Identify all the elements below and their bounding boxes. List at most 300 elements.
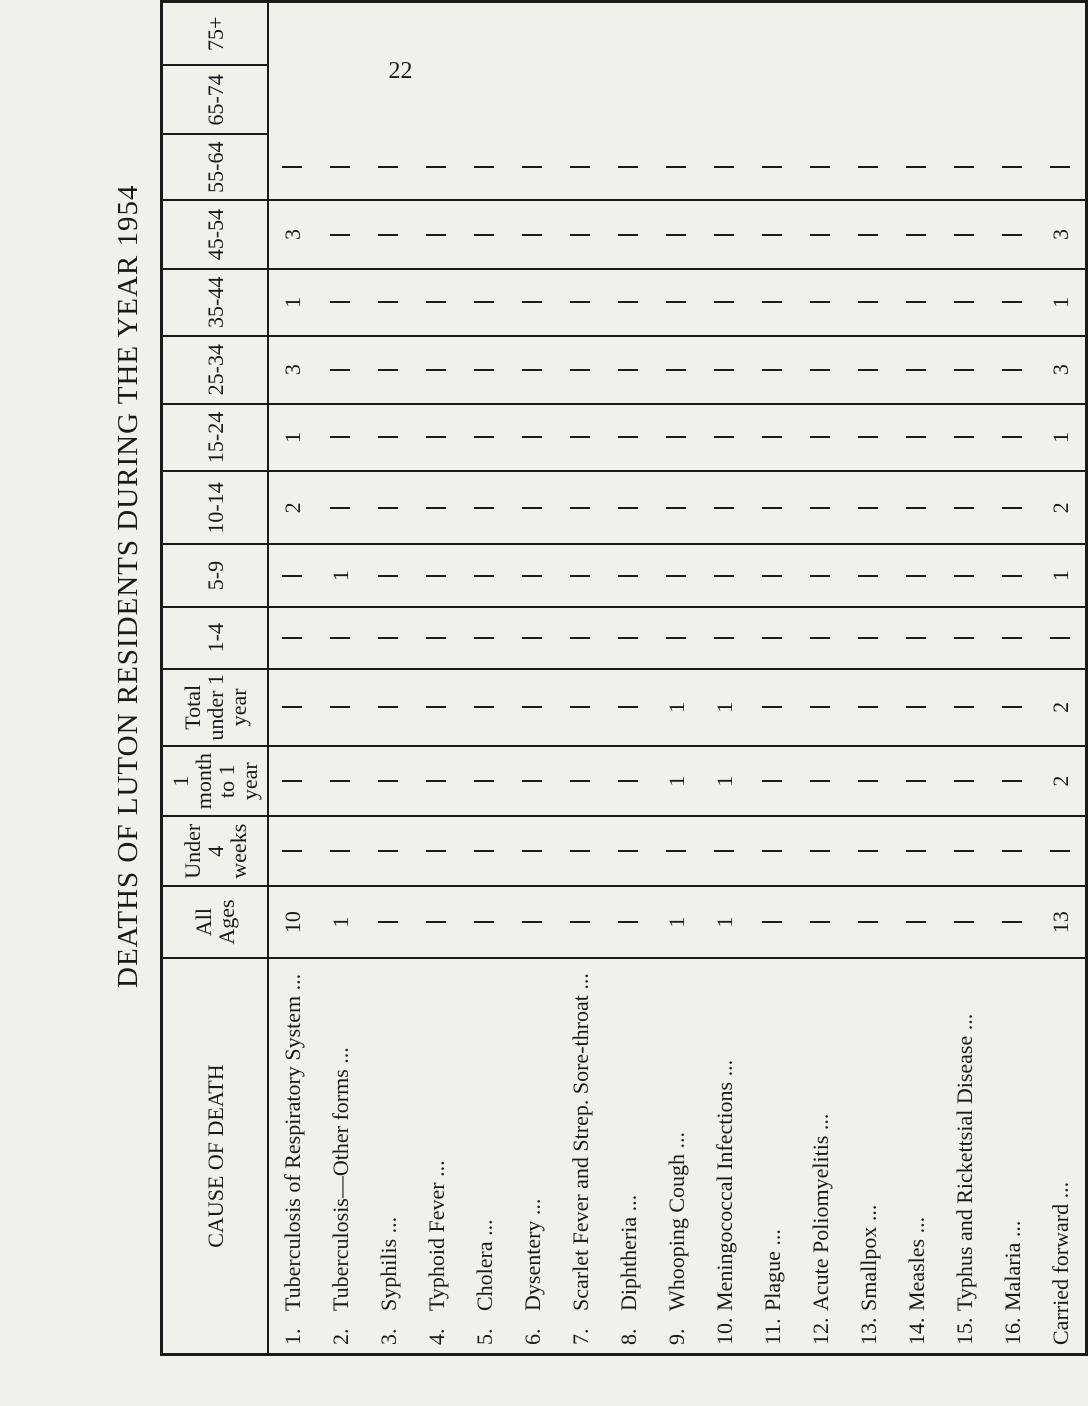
value-cell [317, 471, 365, 544]
value-cell [797, 200, 845, 269]
dash-mark [714, 369, 734, 371]
value-cell [317, 816, 365, 886]
value-cell [365, 669, 413, 746]
cause-number: 1. [280, 1328, 305, 1345]
value-cell [509, 134, 557, 200]
dash-mark [618, 706, 638, 708]
dash-mark [426, 301, 446, 303]
dash-mark [954, 507, 974, 509]
value-cell: 1 [1037, 404, 1087, 472]
value-cell [557, 746, 605, 817]
header-under-4-weeks: Under 4 weeks [162, 816, 269, 886]
value-cell: 1 [701, 886, 749, 958]
value-cell [605, 404, 653, 472]
cause-label: Typhoid Fever ... [424, 1160, 449, 1311]
dash-mark [810, 637, 830, 639]
value-cell [845, 886, 893, 958]
value-cell [461, 544, 509, 606]
dash-mark [618, 921, 638, 923]
dash-mark [762, 780, 782, 782]
dash-mark [906, 166, 926, 168]
dash-mark [954, 575, 974, 577]
dash-mark [810, 780, 830, 782]
dash-mark [282, 575, 302, 577]
value-cell [605, 134, 653, 200]
value-cell [797, 471, 845, 544]
value-cell [893, 607, 941, 669]
carried-forward-row [1037, 2, 1087, 1355]
dash-mark [378, 234, 398, 236]
value-cell [268, 816, 317, 886]
value-cell [557, 886, 605, 958]
value-cell [701, 200, 749, 269]
table-row [365, 2, 413, 1355]
value-cell [317, 746, 365, 817]
dash-mark [474, 369, 494, 371]
cause-label: Malaria ... [1000, 1220, 1025, 1311]
cause-number: 4. [424, 1328, 449, 1345]
dash-mark [330, 301, 350, 303]
header-row [162, 2, 269, 1355]
dash-mark [570, 575, 590, 577]
value-cell [701, 404, 749, 472]
dash-mark [858, 301, 878, 303]
dash-mark [618, 507, 638, 509]
mortality-table [160, 0, 1088, 1356]
value-cell [365, 404, 413, 472]
dash-mark [522, 850, 542, 852]
value-cell [845, 544, 893, 606]
dash-mark [714, 850, 734, 852]
value-cell [989, 607, 1037, 669]
value-cell [1037, 607, 1087, 669]
dash-mark [810, 301, 830, 303]
table-row [749, 2, 797, 1355]
value-cell [845, 471, 893, 544]
dash-mark [1002, 301, 1022, 303]
dash-mark [762, 234, 782, 236]
dash-mark [522, 507, 542, 509]
dash-mark [954, 301, 974, 303]
value-cell [797, 269, 845, 336]
value-cell [509, 607, 557, 669]
dash-mark [1002, 436, 1022, 438]
dash-mark [954, 234, 974, 236]
dash-mark [666, 234, 686, 236]
dash-mark [378, 166, 398, 168]
dash-mark [474, 575, 494, 577]
dash-mark [330, 706, 350, 708]
dash-mark [666, 637, 686, 639]
dash-mark [570, 166, 590, 168]
value-cell [557, 200, 605, 269]
value-cell [413, 746, 461, 817]
dash-mark [474, 780, 494, 782]
dash-mark [570, 850, 590, 852]
cause-number: 13. [856, 1317, 881, 1345]
dash-mark [474, 166, 494, 168]
value-cell [317, 134, 365, 200]
value-cell [653, 816, 701, 886]
value-cell [653, 134, 701, 200]
value-cell [605, 886, 653, 958]
value-cell [509, 746, 557, 817]
value-cell [413, 669, 461, 746]
cause-label: Diphtheria ... [616, 1194, 641, 1311]
value-cell [557, 404, 605, 472]
value-cell [268, 134, 317, 200]
cause-number: 15. [952, 1317, 977, 1345]
dash-mark [474, 436, 494, 438]
value-cell [749, 669, 797, 746]
dash-mark [1002, 706, 1022, 708]
value-cell [605, 816, 653, 886]
table-row [461, 2, 509, 1355]
value-cell [845, 269, 893, 336]
value-cell [941, 200, 989, 269]
dash-mark [1050, 166, 1070, 168]
value-cell [461, 471, 509, 544]
value-cell [893, 669, 941, 746]
dash-mark [858, 850, 878, 852]
cause-cell [509, 958, 557, 1354]
value-cell [941, 269, 989, 336]
dash-mark [522, 575, 542, 577]
cause-cell [557, 958, 605, 1354]
dash-mark [858, 436, 878, 438]
cause-number: 11. [760, 1318, 785, 1345]
cause-label: Measles ... [904, 1216, 929, 1311]
value-cell [509, 269, 557, 336]
header-age-10-14: 10-14 [162, 471, 269, 544]
value-cell [941, 746, 989, 817]
value-cell [845, 607, 893, 669]
table-row [317, 2, 365, 1355]
value-cell: 1 [653, 669, 701, 746]
value-cell [557, 669, 605, 746]
dash-mark [618, 436, 638, 438]
dash-mark [426, 706, 446, 708]
header-cause: CAUSE OF DEATH [162, 958, 269, 1354]
cause-label: Plague ... [760, 1229, 785, 1311]
value-cell [413, 544, 461, 606]
dash-mark [666, 166, 686, 168]
value-cell [509, 669, 557, 746]
cause-label: Dysentery ... [520, 1198, 545, 1311]
cause-label: Syphilis ... [376, 1216, 401, 1311]
value-cell [797, 134, 845, 200]
dash-mark [714, 507, 734, 509]
value-cell [845, 669, 893, 746]
value-cell: 3 [268, 200, 317, 269]
value-cell: 1 [317, 544, 365, 606]
cause-label: Tuberculosis of Respiratory System ... [280, 973, 305, 1311]
cause-label: Carried forward ... [1048, 1181, 1073, 1345]
dash-mark [954, 706, 974, 708]
value-cell [365, 886, 413, 958]
value-cell [365, 607, 413, 669]
report-title: DEATHS OF LUTON RESIDENTS DURING THE YEAR 1954 [112, 184, 144, 988]
value-cell [941, 336, 989, 404]
header-age-65-74: 65-74 [162, 66, 269, 135]
dash-mark [1002, 234, 1022, 236]
value-cell [461, 886, 509, 958]
table-row [701, 2, 749, 1355]
value-cell [749, 746, 797, 817]
value-cell [989, 404, 1037, 472]
value-cell: 1 [1037, 269, 1087, 336]
value-cell [845, 336, 893, 404]
dash-mark [954, 921, 974, 923]
cause-cell [701, 958, 749, 1354]
dash-mark [1002, 637, 1022, 639]
value-cell [509, 886, 557, 958]
value-cell [941, 816, 989, 886]
value-cell [413, 269, 461, 336]
value-cell [557, 336, 605, 404]
cause-cell [365, 958, 413, 1354]
dash-mark [474, 637, 494, 639]
dash-mark [618, 575, 638, 577]
dash-mark [330, 637, 350, 639]
value-cell [365, 134, 413, 200]
dash-mark [906, 637, 926, 639]
dash-mark [378, 369, 398, 371]
value-cell [845, 134, 893, 200]
dash-mark [714, 637, 734, 639]
dash-mark [1050, 637, 1070, 639]
dash-mark [906, 301, 926, 303]
dash-mark [282, 706, 302, 708]
value-cell: 10 [268, 886, 317, 958]
value-cell [509, 404, 557, 472]
cause-label: Smallpox ... [856, 1204, 881, 1311]
value-cell [893, 471, 941, 544]
dash-mark [762, 166, 782, 168]
value-cell [749, 544, 797, 606]
value-cell [989, 269, 1037, 336]
value-cell [701, 607, 749, 669]
value-cell [845, 404, 893, 472]
dash-mark [474, 301, 494, 303]
dash-mark [522, 706, 542, 708]
value-cell [365, 471, 413, 544]
value-cell [893, 200, 941, 269]
value-cell: 2 [1037, 669, 1087, 746]
value-cell [1037, 816, 1087, 886]
value-cell [268, 746, 317, 817]
value-cell [989, 471, 1037, 544]
table-row [605, 2, 653, 1355]
dash-mark [426, 436, 446, 438]
value-cell [893, 336, 941, 404]
dash-mark [954, 436, 974, 438]
table-row [653, 2, 701, 1355]
dash-mark [714, 234, 734, 236]
table-row [268, 2, 317, 1355]
dash-mark [954, 850, 974, 852]
dash-mark [858, 637, 878, 639]
dash-mark [1002, 575, 1022, 577]
dash-mark [906, 575, 926, 577]
dash-mark [426, 166, 446, 168]
value-cell [893, 134, 941, 200]
dash-mark [858, 234, 878, 236]
value-cell [845, 746, 893, 817]
dash-mark [666, 575, 686, 577]
dash-mark [426, 234, 446, 236]
value-cell [413, 816, 461, 886]
header-age-5-9: 5-9 [162, 544, 269, 606]
value-cell [941, 404, 989, 472]
dash-mark [474, 921, 494, 923]
table-row [989, 2, 1037, 1355]
value-cell [797, 816, 845, 886]
dash-mark [378, 575, 398, 577]
value-cell [701, 471, 749, 544]
table-row [941, 2, 989, 1355]
cause-cell [461, 958, 509, 1354]
value-cell [653, 471, 701, 544]
dash-mark [954, 780, 974, 782]
value-cell [557, 269, 605, 336]
dash-mark [858, 575, 878, 577]
value-cell [749, 200, 797, 269]
dash-mark [474, 234, 494, 236]
cause-number: 7. [568, 1328, 593, 1345]
dash-mark [906, 706, 926, 708]
value-cell [989, 669, 1037, 746]
dash-mark [762, 850, 782, 852]
dash-mark [570, 234, 590, 236]
dash-mark [282, 166, 302, 168]
value-cell [797, 746, 845, 817]
value-cell [317, 669, 365, 746]
dash-mark [426, 637, 446, 639]
value-cell [989, 886, 1037, 958]
value-cell [941, 607, 989, 669]
value-cell [749, 886, 797, 958]
value-cell: 1 [701, 669, 749, 746]
value-cell [461, 269, 509, 336]
page-number: 22 [388, 58, 413, 84]
value-cell [509, 816, 557, 886]
value-cell [701, 269, 749, 336]
value-cell: 3 [1037, 336, 1087, 404]
value-cell: 3 [268, 336, 317, 404]
value-cell [845, 816, 893, 886]
value-cell [413, 336, 461, 404]
dash-mark [714, 436, 734, 438]
value-cell [989, 336, 1037, 404]
dash-mark [762, 507, 782, 509]
value-cell [509, 200, 557, 269]
dash-mark [954, 166, 974, 168]
dash-mark [522, 921, 542, 923]
value-cell [509, 336, 557, 404]
value-cell [461, 816, 509, 886]
value-cell [701, 336, 749, 404]
dash-mark [474, 706, 494, 708]
table-row [413, 2, 461, 1355]
dash-mark [666, 507, 686, 509]
cause-label: Cholera ... [472, 1219, 497, 1311]
header-age-75-plus: 75+ [162, 2, 269, 66]
dash-mark [570, 369, 590, 371]
value-cell [557, 607, 605, 669]
dash-mark [618, 369, 638, 371]
dash-mark [666, 436, 686, 438]
dash-mark [378, 850, 398, 852]
value-cell [749, 336, 797, 404]
value-cell [365, 816, 413, 886]
value-cell [605, 471, 653, 544]
dash-mark [906, 436, 926, 438]
dash-mark [378, 706, 398, 708]
value-cell [557, 816, 605, 886]
value-cell [365, 336, 413, 404]
value-cell [461, 134, 509, 200]
table-body [268, 2, 1087, 1355]
cause-label: Acute Poliomyelitis ... [808, 1113, 833, 1311]
value-cell [509, 544, 557, 606]
value-cell [797, 607, 845, 669]
dash-mark [954, 369, 974, 371]
cause-cell [653, 958, 701, 1354]
value-cell [653, 269, 701, 336]
cause-number: 8. [616, 1328, 641, 1345]
header-total-under-1-year: Total under 1 year [162, 669, 269, 746]
dash-mark [762, 575, 782, 577]
header-age-35-44: 35-44 [162, 269, 269, 336]
dash-mark [522, 436, 542, 438]
value-cell [989, 134, 1037, 200]
dash-mark [810, 369, 830, 371]
cause-cell [1037, 958, 1087, 1354]
dash-mark [810, 921, 830, 923]
dash-mark [522, 780, 542, 782]
dash-mark [810, 706, 830, 708]
dash-mark [1002, 850, 1022, 852]
cause-label: Whooping Cough ... [664, 1131, 689, 1311]
cause-number: 10. [712, 1317, 737, 1345]
value-cell [605, 669, 653, 746]
header-age-55-64: 55-64 [162, 134, 269, 200]
value-cell [605, 607, 653, 669]
header-age-1-4: 1-4 [162, 607, 269, 669]
value-cell [317, 336, 365, 404]
value-cell [413, 607, 461, 669]
cause-cell [749, 958, 797, 1354]
dash-mark [618, 780, 638, 782]
dash-mark [714, 575, 734, 577]
dash-mark [810, 166, 830, 168]
value-cell: 3 [1037, 200, 1087, 269]
cause-cell [268, 958, 317, 1354]
value-cell: 2 [268, 471, 317, 544]
value-cell: 1 [268, 269, 317, 336]
table-row [797, 2, 845, 1355]
table-row [557, 2, 605, 1355]
dash-mark [378, 637, 398, 639]
dash-mark [858, 706, 878, 708]
dash-mark [378, 780, 398, 782]
value-cell [653, 336, 701, 404]
cause-cell [989, 958, 1037, 1354]
dash-mark [810, 575, 830, 577]
table-row [893, 2, 941, 1355]
cause-number: 6. [520, 1328, 545, 1345]
